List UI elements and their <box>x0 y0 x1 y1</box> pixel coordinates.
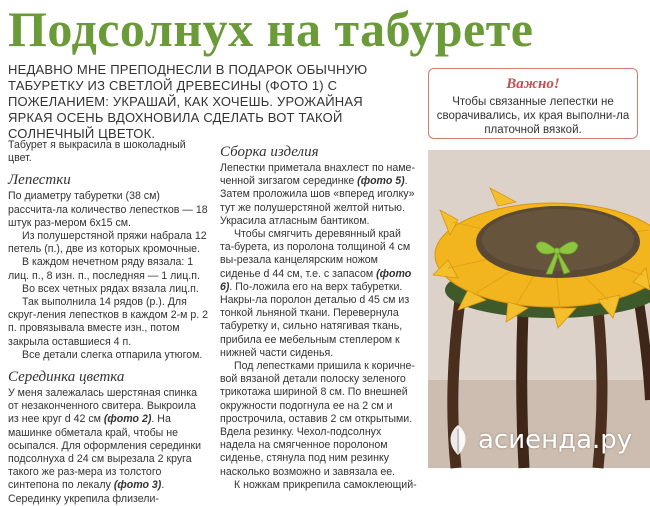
assembly-paragraph-2 <box>220 228 417 360</box>
important-text: Чтобы связанные лепестки не сворачивались, их края выполни-ла платочной вязкой. <box>436 96 630 136</box>
petals-paragraph-1: По диаметру табуретки (38 см) рассчита-ла количество лепестков — 18 штук раз-мером 6х15 см. <box>8 190 208 229</box>
page-title: Подсолнух на табурете <box>8 1 534 57</box>
intro-text: НЕДАВНО МНЕ ПРЕПОДНЕСЛИ В ПОДАРОК ОБЫЧНУЮ ТАБУРЕТКУ ИЗ СВЕТЛОЙ ДРЕВЕСИНЫ (ФОТО 1) С ПОЖЕЛАНИЕМ: УКРАШАЙ, КАК ХОЧЕШЬ. УРОЖАЙНАЯ ЯРКАЯ ОСЕНЬ ВДОХНОВИЛА СДЕЛАТЬ ВОТ ТАКОЙ СОЛНЕЧНЫЙ ЦВЕТОК. <box>8 62 368 141</box>
section-heading-petals: Лепестки <box>8 172 71 189</box>
petals-paragraph-4: Во всех четных рядах вязала лиц.п. <box>22 282 199 295</box>
section-heading-assembly: Сборка изделия <box>220 144 319 160</box>
flower-center-inner <box>482 209 634 271</box>
photo-ref: (фото 5) <box>357 175 405 188</box>
watermark-text: асиенда.ру <box>478 425 633 455</box>
important-note-box <box>428 68 638 139</box>
important-heading: Важно! <box>506 76 560 92</box>
center-paragraph <box>8 387 208 506</box>
watermark <box>444 420 632 460</box>
text-run: . По-ложила его на верх табуретки. Накры-ла поролон деталью d 45 см из тонкой льняной ткани. Перевернула табуретку и, сильно натягивая ткань, прибила ее мебельным степлером к нижней части сиденья. <box>220 280 410 359</box>
assembly-paragraph-1 <box>220 162 417 228</box>
text-run: Лепестки приметала внахлест по наме-ченной зигзагом серединке <box>220 162 415 188</box>
bow-knot <box>554 248 560 254</box>
text-run: Чтобы смягчить деревянный край та-бурета, из поролона толщиной 4 см вы-резала канцелярским ножом сиденье d 44 см, т.е. с запасом <box>220 228 411 280</box>
section-heading-center: Серединка цветка <box>8 369 125 386</box>
photo-ref: (фото 3) <box>113 479 162 492</box>
text-run: У меня залежалась шерстяная спинка от незаконченного свитера. Выкроила из нее круг d 42 см <box>8 387 198 426</box>
column-left <box>8 139 208 506</box>
photo-ref: (фото 2) <box>103 413 152 426</box>
photo-ref: (фото 6) <box>220 267 412 293</box>
column-middle <box>220 139 417 492</box>
assembly-paragraph-4: К ножкам прикрепила самоклеющий- <box>234 478 417 491</box>
text-run: . На машинке обметала край, чтобы не осыпался. Для оформления серединки подсолнуха d 24 см вырезала 2 круга такого же раз-мера из толстого синтепона по лекалу <box>8 413 202 492</box>
petals-paragraph-5: Так выполнила 14 рядов (р.). Для скруг-ления лепестков в каждом 2-м р. 2 п. провязывала вместе изн., потом закрыла оставшиеся 4 п. <box>8 296 209 348</box>
petals-paragraph-3: В каждом нечетном ряду вязала: 1 лиц. п., 8 изн. п., последняя — 1 лиц.п. <box>8 256 200 282</box>
petals-paragraph-2: Из полушерстяной пряжи набрала 12 петель (п.), две из которых кромочные. <box>8 230 207 256</box>
leaf-icon <box>444 423 472 457</box>
assembly-paragraph-3: Под лепестками пришила к коричне-вой вязаной детали полоску зеленого трикотажа шириной 8 см. По внешней окружности подогнула ее на 2 см и прострочила, оставив 2 см открытыми. Вдела резинку. Чехол-подсолнух надела на смягченное поролоном сиденье, стянула под ним резинку насколько возможно и завязала ее. <box>220 360 415 478</box>
text-run: . Затем проложила шов «вперед иголку» тут же полушерстяной желтой нитью. Украсила атласным бантиком. <box>220 175 415 227</box>
stool-note: Табурет я выкрасила в шоколадный цвет. <box>8 139 186 165</box>
petals-paragraph-6: Все детали слегка отпарила утюгом. <box>22 348 203 361</box>
text-run: . Серединку укрепила флизели- <box>8 479 165 505</box>
